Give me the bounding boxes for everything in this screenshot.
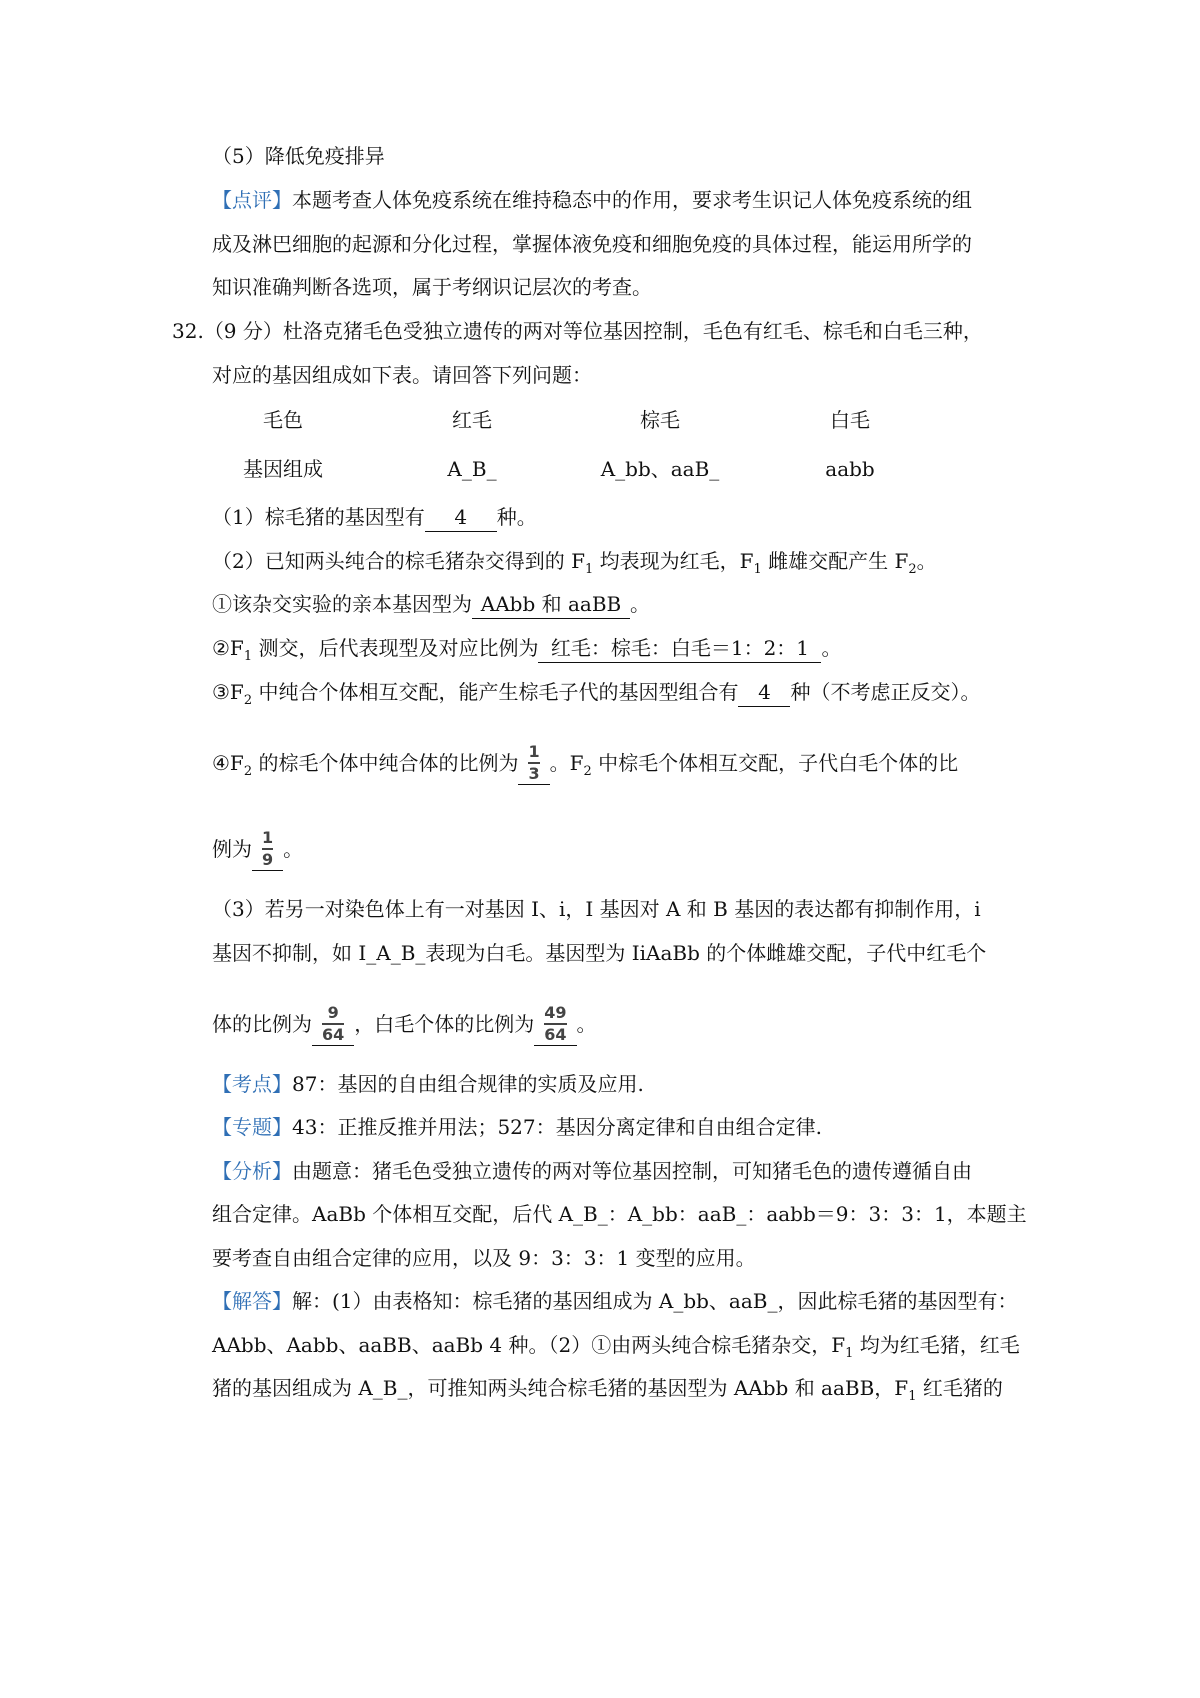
analysis: 要考查自由组合定律的应用，以及 9：3：3：1 变型的应用。 xyxy=(212,1246,756,1270)
analysis: 【分析】由题意：猪毛色受独立遗传的两对等位基因控制，可知猪毛色的遗传遵循自由 xyxy=(212,1159,972,1183)
table-header-cell: 红毛 xyxy=(452,408,492,432)
table-header-cell: 棕毛 xyxy=(640,408,680,432)
analysis: 组合定律。AaBb 个体相互交配，后代 A_B_：A_bb：aaB_：aabb＝9：3：3：1，本题主 xyxy=(212,1202,1027,1226)
topic: 【专题】43：正推反推并用法；527：基因分离定律和自由组合定律. xyxy=(212,1115,822,1139)
fraction-answer: $\frac{1}{3}$ xyxy=(518,744,549,785)
topic-tag: 【专题】 xyxy=(212,1115,292,1139)
subquestion-1: ①该杂交实验的亲本基因型为 AAbb 和 aaBB 。 xyxy=(212,590,1032,619)
table-cell: A_bb、aaB_ xyxy=(600,457,720,481)
solution: AAbb、Aabb、aaBB、aaBb 4 种。（2）①由两头纯合棕毛猪杂交，$F_1$ 均为红毛猪，红毛 xyxy=(212,1333,1020,1361)
part-3: 体的比例为 $\frac{9}{64}$ ，白毛个体的比例为 $\frac{49}{64}$ 。 xyxy=(212,1003,597,1044)
table-header-cell: 白毛 xyxy=(830,408,870,432)
solution: 猪的基因组成为 A_B_，可推知两头纯合棕毛猪的基因型为 AAbb 和 aaBB，$F_1$ 红毛猪的 xyxy=(212,1376,1003,1404)
table-cell: aabb xyxy=(825,457,875,481)
knowledge-tag: 【考点】 xyxy=(212,1072,292,1096)
part-3: 基因不抑制，如 I_A_B_表现为白毛。基因型为 IiAaBb 的个体雌雄交配，子代中红毛个 xyxy=(212,941,987,965)
fraction-answer: $\frac{9}{64}$ xyxy=(312,1005,354,1046)
answer-blank: 红毛：棕毛：白毛＝1：2：1 xyxy=(538,634,821,663)
comment-line: 成及淋巴细胞的起源和分化过程，掌握体液免疫和细胞免疫的具体过程，能运用所学的 xyxy=(212,232,972,256)
question-32-stem: 32.（9 分）杜洛克猪毛色受独立遗传的两对等位基因控制，毛色有红毛、棕毛和白毛三种， xyxy=(172,319,983,343)
table-cell: 基因组成 xyxy=(243,457,323,481)
fraction-answer: $\frac{49}{64}$ xyxy=(534,1005,576,1046)
question-number: 32. xyxy=(172,319,204,343)
solution: 【解答】解：(1）由表格知：棕毛猪的基因组成为 A_bb、aaB_，因此棕毛猪的基因型有： xyxy=(212,1289,1018,1313)
comment-tag: 【点评】 xyxy=(212,188,292,212)
knowledge-point: 【考点】87：基因的自由组合规律的实质及应用. xyxy=(212,1072,644,1096)
fraction-answer: $\frac{1}{9}$ xyxy=(252,830,283,871)
part-2: （2）已知两头纯合的棕毛猪杂交得到的 $F_1$ 均表现为红毛，$F_1$ 雌雄交配产生 $F_2$。 xyxy=(212,549,937,577)
comment-line: 【点评】本题考查人体免疫系统在维持稳态中的作用，要求考生识记人体免疫系统的组 xyxy=(212,188,972,212)
table-header-cell: 毛色 xyxy=(263,408,303,432)
question-32-stem: 对应的基因组成如下表。请回答下列问题： xyxy=(212,363,592,387)
answer-line-5: （5）降低免疫排异 xyxy=(212,144,385,168)
subquestion-4-cont: 例为 $\frac{1}{9}$ 。 xyxy=(212,828,304,869)
answer-blank: AAbb 和 aaBB xyxy=(472,590,630,619)
analysis-tag: 【分析】 xyxy=(212,1159,292,1183)
part-1: （1）棕毛猪的基因型有 4 种。 xyxy=(212,503,1032,532)
solution-tag: 【解答】 xyxy=(212,1289,292,1313)
subquestion-4: $④F_2$ 的棕毛个体中纯合体的比例为 $\frac{1}{3}$ 。$F_2$ 中棕毛个体相互交配，子代白毛个体的比 xyxy=(212,742,959,783)
table-cell: A_B_ xyxy=(447,457,497,481)
answer-blank: 4 xyxy=(738,678,790,707)
comment-line: 知识准确判断各选项，属于考纲识记层次的考查。 xyxy=(212,275,652,299)
answer-blank: 4 xyxy=(425,503,497,532)
part-3: （3）若另一对染色体上有一对基因 I、i，I 基因对 A 和 B 基因的表达都有抑制作用，i xyxy=(212,897,981,921)
subquestion-3: $③F_2$ 中纯合个体相互交配，能产生棕毛子代的基因型组合有 4 种（不考虑正反交）。 xyxy=(212,680,981,708)
subquestion-2: $②F_1$ 测交，后代表现型及对应比例为 红毛：棕毛：白毛＝1：2：1 。 xyxy=(212,636,842,664)
